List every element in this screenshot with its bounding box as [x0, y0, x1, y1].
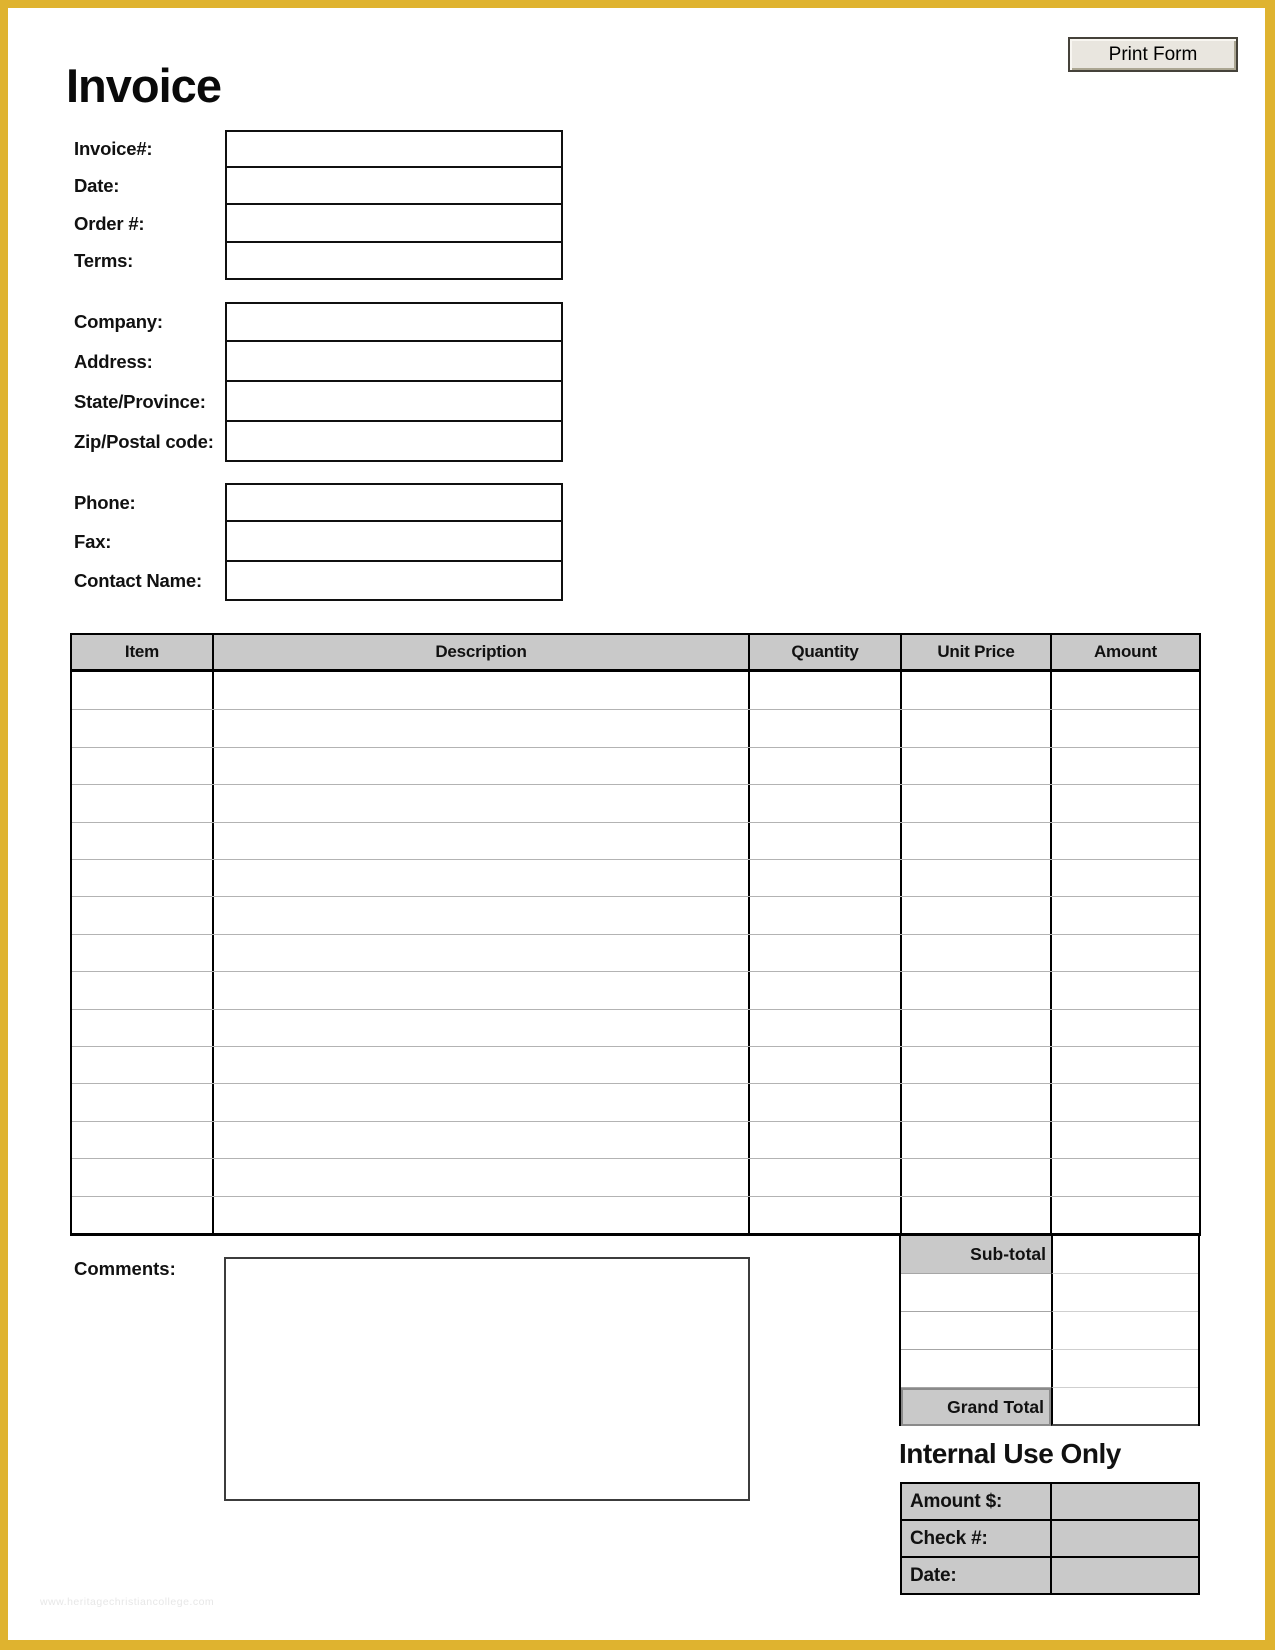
item-row: [72, 1158, 1199, 1195]
unit-price-cell[interactable]: [900, 1122, 1050, 1158]
amount-cell[interactable]: [1050, 710, 1199, 746]
amount-cell[interactable]: [1050, 897, 1199, 933]
description-cell[interactable]: [212, 1159, 748, 1195]
totals-blank-row: [901, 1350, 1198, 1388]
unit-price-cell[interactable]: [900, 672, 1050, 709]
field-row: [74, 302, 563, 342]
amount-cell[interactable]: [1050, 935, 1199, 971]
description-cell[interactable]: [212, 1084, 748, 1120]
quantity-cell[interactable]: [748, 1122, 900, 1158]
unit-price-cell[interactable]: [900, 1010, 1050, 1046]
subtotal-value-cell[interactable]: [1051, 1236, 1198, 1274]
quantity-cell[interactable]: [748, 823, 900, 859]
internal-field-label: Amount $:: [910, 1490, 1003, 1512]
unit-price-cell[interactable]: [900, 897, 1050, 933]
item-row: [72, 971, 1199, 1008]
item-cell[interactable]: [72, 672, 212, 709]
quantity-cell[interactable]: [748, 897, 900, 933]
item-row: [72, 859, 1199, 896]
amount-cell[interactable]: [1050, 1047, 1199, 1083]
field-input[interactable]: [225, 483, 563, 522]
field-row: [74, 522, 563, 561]
description-cell[interactable]: [212, 672, 748, 709]
quantity-cell[interactable]: [748, 672, 900, 709]
field-row: [74, 422, 563, 462]
item-cell[interactable]: [72, 823, 212, 859]
item-cell[interactable]: [72, 1010, 212, 1046]
internal-field-label: Date:: [910, 1564, 957, 1586]
totals-blank-value-cell[interactable]: [1051, 1350, 1198, 1388]
quantity-cell[interactable]: [748, 710, 900, 746]
quantity-cell[interactable]: [748, 1047, 900, 1083]
grand-total-label: Grand Total: [901, 1388, 1051, 1426]
item-cell[interactable]: [72, 785, 212, 821]
company-fields: [74, 302, 563, 462]
internal-field-row: [902, 1556, 1198, 1593]
item-row: [72, 1046, 1199, 1083]
field-row: [74, 243, 563, 281]
description-cell[interactable]: [212, 1197, 748, 1233]
quantity-cell[interactable]: [748, 1010, 900, 1046]
description-cell[interactable]: [212, 1010, 748, 1046]
totals-blank-label-cell[interactable]: [901, 1274, 1051, 1312]
amount-cell[interactable]: [1050, 1010, 1199, 1046]
amount-cell[interactable]: [1050, 1197, 1199, 1233]
quantity-cell[interactable]: [748, 1197, 900, 1233]
field-input[interactable]: [225, 382, 563, 422]
amount-cell[interactable]: [1050, 748, 1199, 784]
item-cell[interactable]: [72, 897, 212, 933]
unit-price-cell[interactable]: [900, 823, 1050, 859]
field-label: Contact Name:: [74, 570, 202, 592]
contact-fields: [74, 483, 563, 601]
item-cell[interactable]: [72, 748, 212, 784]
description-cell[interactable]: [212, 972, 748, 1008]
description-cell[interactable]: [212, 860, 748, 896]
field-label: Zip/Postal code:: [74, 431, 214, 452]
description-cell[interactable]: [212, 748, 748, 784]
internal-field-value-cell[interactable]: [1050, 1521, 1198, 1556]
item-cell[interactable]: [72, 1047, 212, 1083]
internal-field-label: Check #:: [910, 1527, 988, 1549]
item-row: [72, 1196, 1199, 1233]
amount-cell[interactable]: [1050, 672, 1199, 709]
field-input[interactable]: [225, 342, 563, 382]
comments-label: Comments:: [74, 1258, 176, 1279]
field-input[interactable]: [225, 243, 563, 281]
amount-cell[interactable]: [1050, 823, 1199, 859]
unit-price-cell[interactable]: [900, 1047, 1050, 1083]
column-header: Amount: [1050, 635, 1199, 669]
field-label: Company:: [74, 311, 163, 332]
grand-total-value-cell[interactable]: [1051, 1388, 1198, 1426]
field-label: Phone:: [74, 491, 136, 513]
item-cell[interactable]: [72, 972, 212, 1008]
field-row: [74, 130, 563, 168]
amount-cell[interactable]: [1050, 860, 1199, 896]
page-title: Invoice: [66, 59, 221, 112]
item-cell[interactable]: [72, 710, 212, 746]
item-cell[interactable]: [72, 860, 212, 896]
grand-total-row: [901, 1388, 1198, 1426]
unit-price-cell[interactable]: [900, 710, 1050, 746]
field-input[interactable]: [225, 562, 563, 601]
quantity-cell[interactable]: [748, 935, 900, 971]
amount-cell[interactable]: [1050, 1084, 1199, 1120]
unit-price-cell[interactable]: [900, 1197, 1050, 1233]
field-label: Invoice#:: [74, 137, 153, 159]
item-cell[interactable]: [72, 1122, 212, 1158]
items-table-body: [72, 672, 1199, 1233]
field-input[interactable]: [225, 168, 563, 206]
item-cell[interactable]: [72, 1084, 212, 1120]
field-label: Date:: [74, 175, 120, 197]
field-input[interactable]: [225, 422, 563, 462]
field-label: State/Province:: [74, 391, 206, 412]
column-header: Item: [124, 642, 160, 661]
description-cell[interactable]: [212, 710, 748, 746]
internal-use-heading: Internal Use Only: [899, 1438, 1121, 1469]
amount-cell[interactable]: [1050, 972, 1199, 1008]
internal-field-value-cell[interactable]: [1050, 1558, 1198, 1593]
amount-cell[interactable]: [1050, 1122, 1199, 1158]
quantity-cell[interactable]: [748, 1084, 900, 1120]
item-cell[interactable]: [72, 1197, 212, 1233]
field-row: [74, 562, 563, 601]
item-cell[interactable]: [72, 1159, 212, 1195]
unit-price-cell[interactable]: [900, 935, 1050, 971]
field-input[interactable]: [225, 205, 563, 243]
amount-cell[interactable]: [1050, 785, 1199, 821]
field-row: [74, 382, 563, 422]
comments-textarea[interactable]: [224, 1257, 750, 1501]
column-header: Description: [212, 635, 748, 669]
item-row: [72, 672, 1199, 709]
internal-use-table: [900, 1482, 1200, 1595]
field-row: [74, 342, 563, 382]
description-cell[interactable]: [212, 935, 748, 971]
item-row: [72, 784, 1199, 821]
unit-price-cell[interactable]: [900, 748, 1050, 784]
item-cell[interactable]: [72, 935, 212, 971]
field-input[interactable]: [225, 302, 563, 342]
subtotal-row: [901, 1236, 1198, 1274]
field-label: Address:: [74, 351, 153, 372]
quantity-cell[interactable]: [748, 748, 900, 784]
totals-blank-row: [901, 1274, 1198, 1312]
column-header: Unit Price: [900, 635, 1050, 669]
description-cell[interactable]: [212, 823, 748, 859]
column-header: Quantity: [748, 635, 900, 669]
items-table-header: [72, 635, 1199, 672]
quantity-cell[interactable]: [748, 785, 900, 821]
totals-blank-row: [901, 1312, 1198, 1350]
item-row: [72, 1083, 1199, 1120]
items-table: [70, 633, 1201, 1236]
totals-section: [899, 1236, 1200, 1426]
quantity-cell[interactable]: [748, 972, 900, 1008]
field-label: Terms:: [74, 250, 134, 272]
description-cell[interactable]: [212, 1047, 748, 1083]
unit-price-cell[interactable]: [900, 1159, 1050, 1195]
item-row: [72, 896, 1199, 933]
unit-price-cell[interactable]: [900, 785, 1050, 821]
item-row: [72, 747, 1199, 784]
totals-blank-label-cell[interactable]: [901, 1312, 1051, 1350]
unit-price-cell[interactable]: [900, 1084, 1050, 1120]
unit-price-cell[interactable]: [900, 972, 1050, 1008]
field-row: [74, 168, 563, 206]
item-row: [72, 822, 1199, 859]
description-cell[interactable]: [212, 1122, 748, 1158]
internal-field-value-cell[interactable]: [1050, 1484, 1198, 1519]
internal-field-row: [902, 1519, 1198, 1556]
item-row: [72, 1121, 1199, 1158]
field-input[interactable]: [225, 130, 563, 168]
item-row: [72, 709, 1199, 746]
field-row: [74, 483, 563, 522]
totals-blank-value-cell[interactable]: [1051, 1312, 1198, 1350]
description-cell[interactable]: [212, 785, 748, 821]
quantity-cell[interactable]: [748, 860, 900, 896]
item-row: [72, 1009, 1199, 1046]
print-form-button[interactable]: Print Form: [1068, 37, 1238, 72]
totals-blank-label-cell[interactable]: [901, 1350, 1051, 1388]
subtotal-label: Sub-total: [901, 1236, 1051, 1274]
amount-cell[interactable]: [1050, 1159, 1199, 1195]
invoice-meta-fields: [74, 130, 563, 280]
field-label: Order #:: [74, 212, 145, 234]
internal-field-row: [902, 1484, 1198, 1519]
totals-blank-value-cell[interactable]: [1051, 1274, 1198, 1312]
field-label: Fax:: [74, 530, 112, 552]
unit-price-cell[interactable]: [900, 860, 1050, 896]
item-row: [72, 934, 1199, 971]
field-input[interactable]: [225, 522, 563, 561]
description-cell[interactable]: [212, 897, 748, 933]
quantity-cell[interactable]: [748, 1159, 900, 1195]
watermark: www.heritagechristiancollege.com: [40, 1596, 215, 1608]
field-row: [74, 205, 563, 243]
